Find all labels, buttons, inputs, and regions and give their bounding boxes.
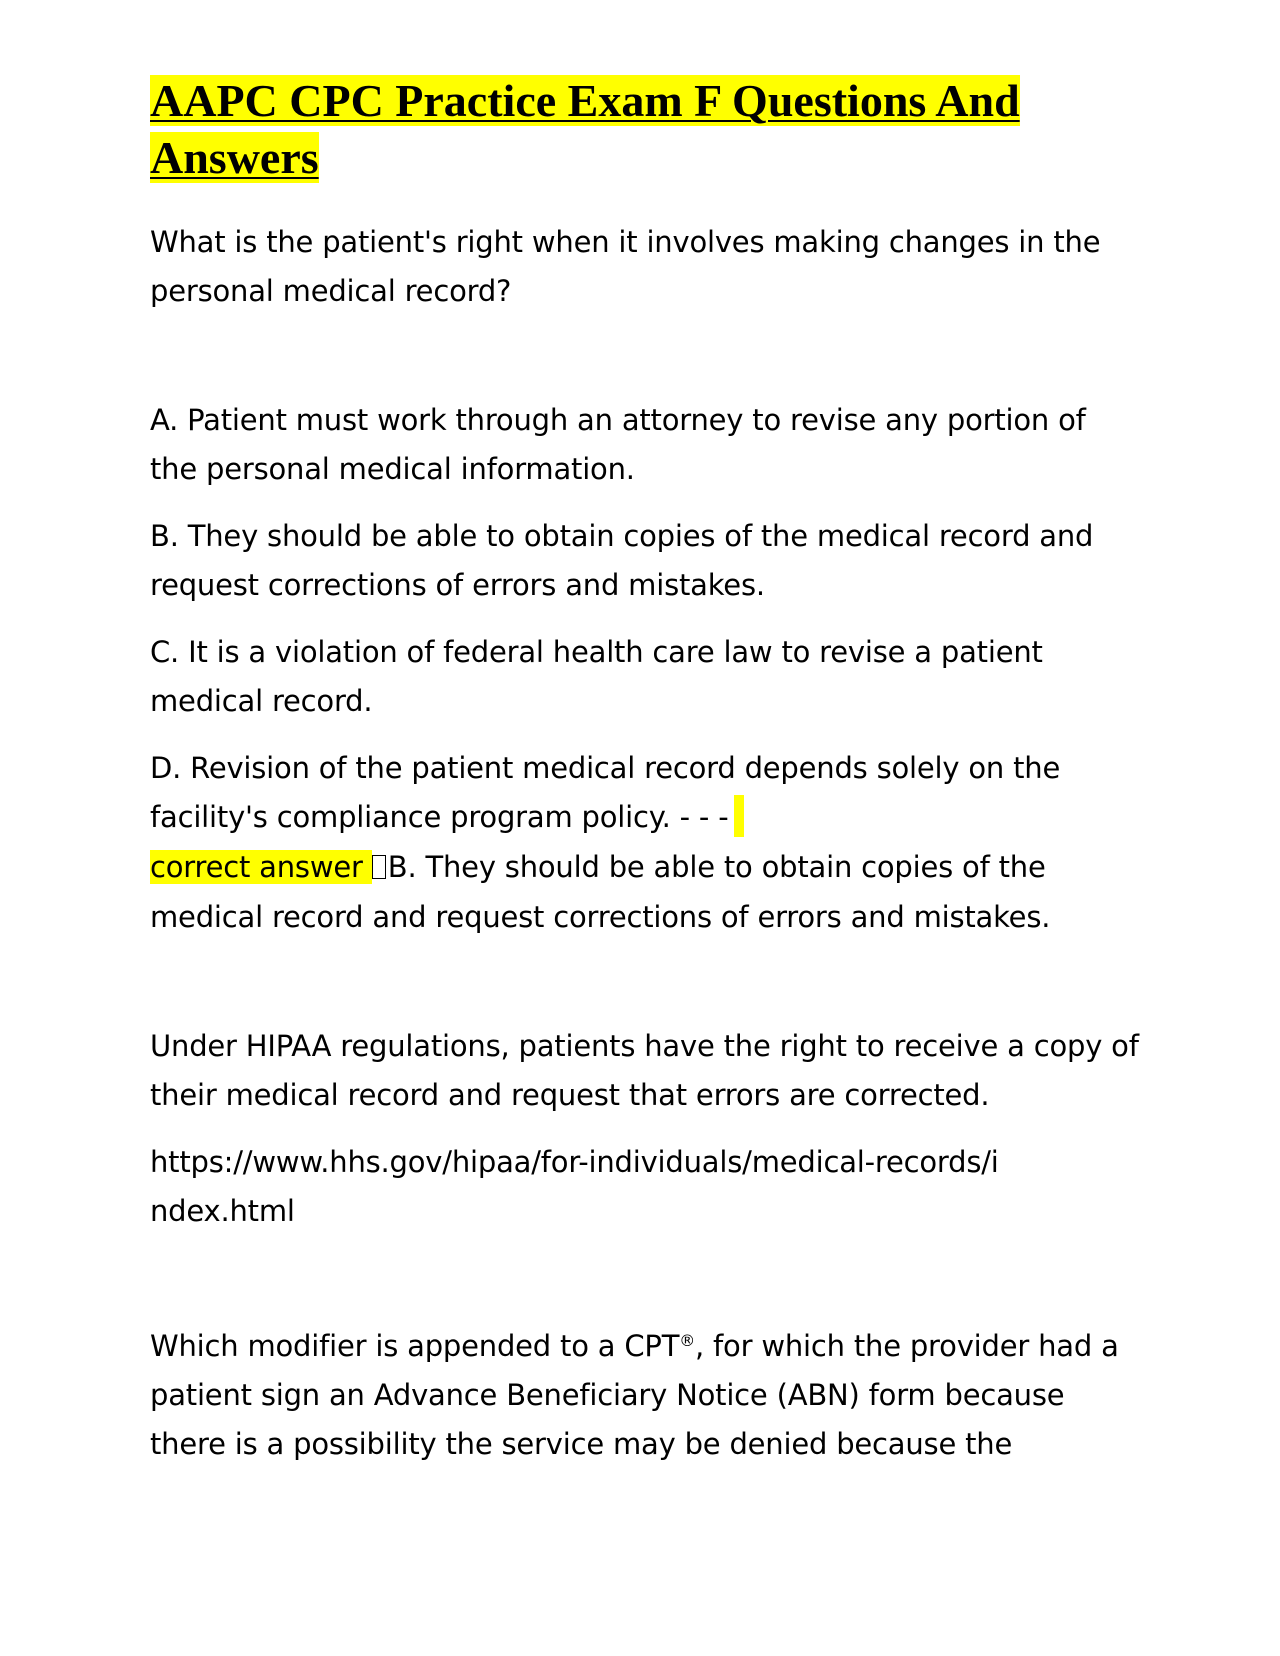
spacer <box>150 726 1140 744</box>
question-2-prompt <box>150 1316 1140 1469</box>
title-highlight: AAPC CPC Practice Exam F Questions And Answers <box>150 75 1020 183</box>
correct-answer <box>150 842 1140 942</box>
correct-answer-label-text: correct answer <box>150 850 363 884</box>
correct-answer-label <box>150 850 372 884</box>
option-b: B. They should be able to obtain copies of the medical record and request corrections of errors and mistakes. <box>150 519 1094 602</box>
spacer <box>150 942 1140 1022</box>
question-2-prompt-after: , for which the provider had a patient sign an Advance Beneficiary Notice (ABN) form because there is a possibility the service may be denied because the <box>150 1329 1119 1461</box>
spacer <box>150 1120 1140 1138</box>
reference-url <box>150 1138 1010 1236</box>
question-2-prompt-before: Which modifier is appended to a CPT <box>150 1329 680 1363</box>
missing-glyph-icon <box>372 855 386 879</box>
question-1-prompt: What is the patient's right when it involves making changes in the personal medical record? <box>150 225 1101 308</box>
explanation: Under HIPAA regulations, patients have the right to receive a copy of their medical record and request that errors are corrected. <box>150 1029 1139 1112</box>
document-page <box>150 72 1140 1469</box>
option-a: A. Patient must work through an attorney to revise any portion of the personal medical information. <box>150 403 1086 486</box>
registered-mark: ® <box>679 1331 696 1350</box>
spacer <box>150 1236 1140 1316</box>
spacer <box>150 316 1140 396</box>
correct-answer-text: B. They should be able to obtain copies of the medical record and request corrections of errors and mistakes. <box>150 850 1051 934</box>
spacer <box>150 610 1140 628</box>
option-d-text: D. Revision of the patient medical record depends solely on the facility's compliance program policy. - - - <box>150 751 1061 834</box>
option-d <box>150 744 1140 842</box>
document-title <box>150 72 1140 186</box>
reference-url-text: https://www.hhs.gov/hipaa/for-individuals/medical-records/index.html <box>150 1145 999 1228</box>
highlight-mark <box>734 795 744 837</box>
spacer <box>150 494 1140 512</box>
option-c: C. It is a violation of federal health care law to revise a patient medical record. <box>150 635 1043 718</box>
